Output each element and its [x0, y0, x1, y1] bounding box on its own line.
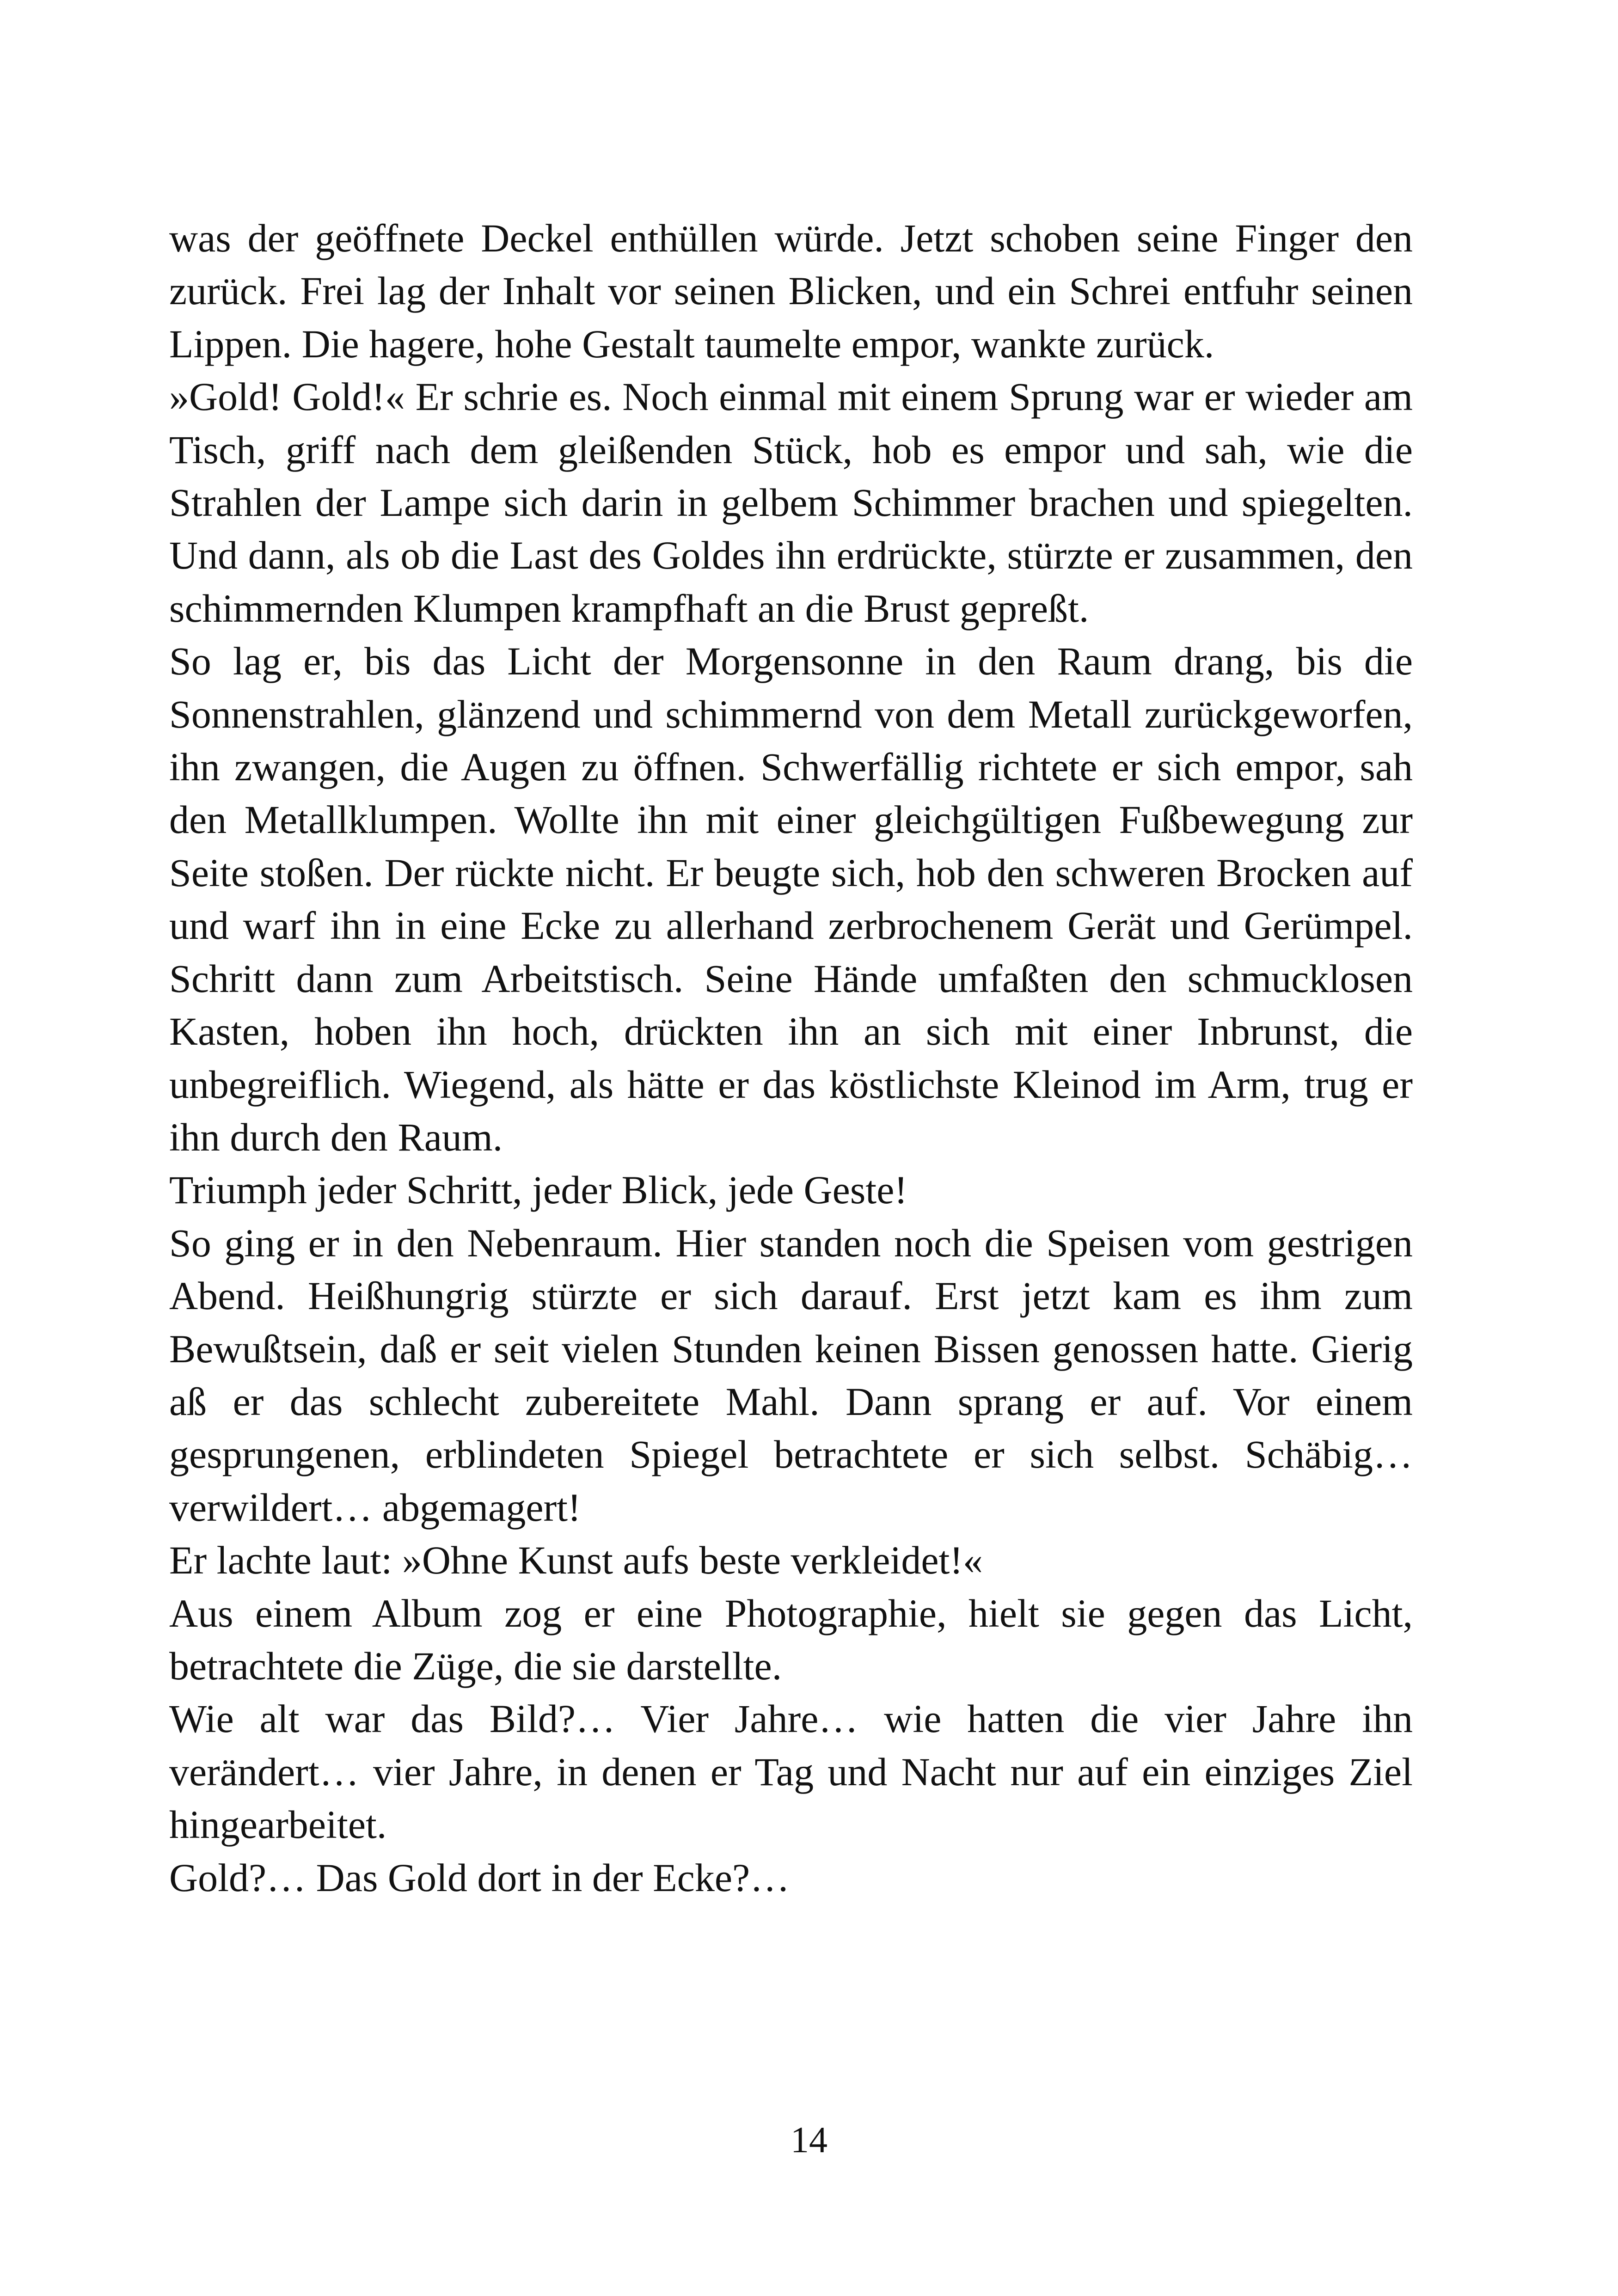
paragraph-9: Gold?… Das Gold dort in der Ecke?… — [169, 1855, 790, 1900]
paragraph-6: Er lachte laut: »Ohne Kunst aufs beste verkleidet!« — [169, 1538, 983, 1583]
paragraph-3: So lag er, bis das Licht der Morgensonne in den Raum drang, bis die Sonnenstrahlen, glänzend und schimmernd von dem Metall zurückgeworfen, ihn zwangen, die Augen zu öffnen. Schwerfällig richtete er sich empor, sah den Metallklumpen. Wollte ihn mit einer gleichgültigen Fußbewegung zur Seite stoßen. Der rückte nicht. Er beugte sich, hob den schweren Brocken auf und warf ihn in eine Ecke zu allerhand zerbrochenem Gerät und Gerümpel. Schritt dann zum Arbeitstisch. Seine Hände umfaßten den schmucklosen Kasten, hoben ihn hoch, drückten ihn an sich mit einer Inbrunst, die unbegreiflich. Wiegend, als hätte er das köstlichste Kleinod im Arm, trug er ihn durch den Raum. — [169, 639, 1413, 1159]
paragraph-1: was der geöffnete Deckel enthüllen würde. Jetzt schoben seine Finger den zurück. Frei lag der Inhalt vor seinen Blicken, und ein Schrei entfuhr seinen Lippen. Die hagere, hohe Gestalt taumelte empor, wankte zurück. — [169, 216, 1413, 366]
paragraph-4: Triumph jeder Schritt, jeder Blick, jede Geste! — [169, 1168, 908, 1212]
paragraph-8: Wie alt war das Bild?… Vier Jahre… wie hatten die vier Jahre ihn verändert… vier Jahre, in denen er Tag und Nacht nur auf ein einziges Ziel hingearbeitet. — [169, 1696, 1413, 1847]
paragraph-7: Aus einem Album zog er eine Photographie, hielt sie gegen das Licht, betrachtete die Züge, die sie darstellte. — [169, 1591, 1413, 1688]
page-number: 14 — [791, 2120, 827, 2161]
paragraph-2: »Gold! Gold!« Er schrie es. Noch einmal mit einem Sprung war er wieder am Tisch, griff nach dem gleißenden Stück, hob es empor und sah, wie die Strahlen der Lampe sich darin in gelbem Schimmer brachen und spiegelten. Und dann, als ob die Last des Goldes ihn erdrückte, stürzte er zusammen, den schimmernden Klumpen krampfhaft an die Brust gepreßt. — [169, 374, 1413, 631]
body-text — [169, 212, 1413, 1904]
paragraph-5: So ging er in den Nebenraum. Hier standen noch die Speisen vom gestrigen Abend. Heißhungrig stürzte er sich darauf. Erst jetzt kam es ihm zum Bewußtsein, daß er seit vielen Stunden keinen Bissen genossen hatte. Gierig aß er das schlecht zubereitete Mahl. Dann sprang er auf. Vor einem gesprungenen, erblindeten Spiegel betrachtete er sich selbst. Schäbig… verwildert… abgemagert! — [169, 1220, 1413, 1530]
